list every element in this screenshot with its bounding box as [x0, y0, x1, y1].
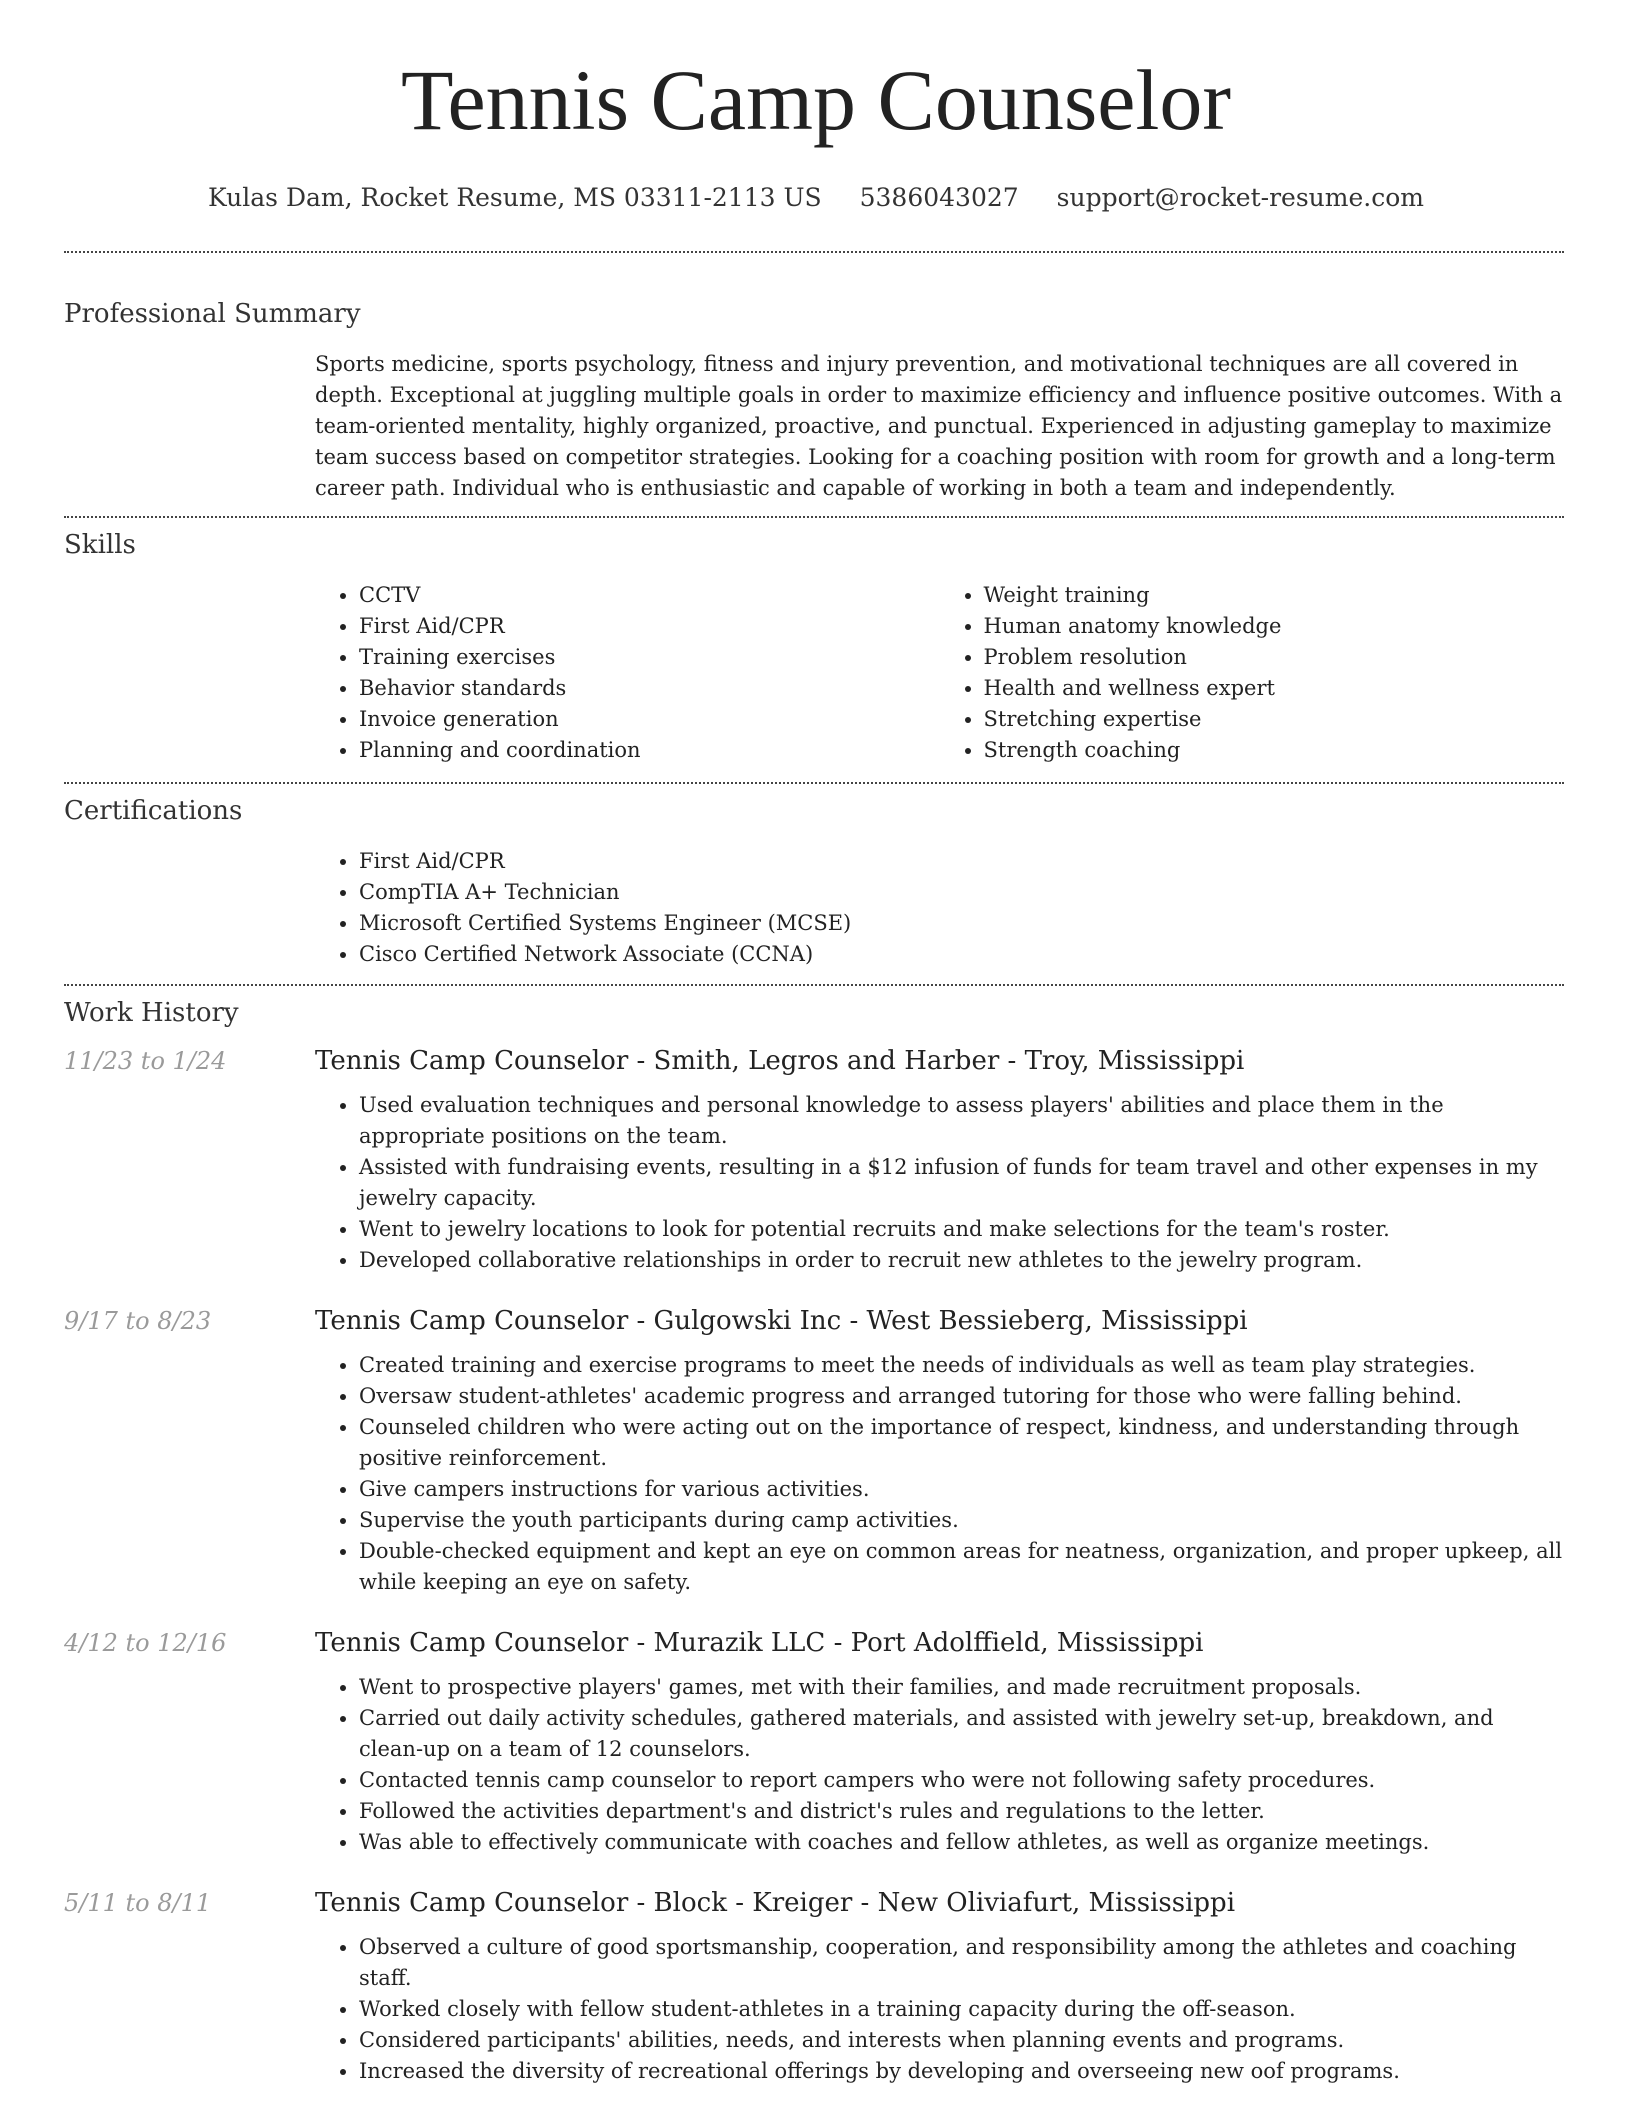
job-body	[315, 1350, 1564, 1598]
job-bullet: • Developed collaborative relationships in order to recruit new athletes to the jewelry program.	[359, 1245, 1564, 1276]
job-bullet: • Carried out daily activity schedules, gathered materials, and assisted with jewelry set-up, breakdown, and clean-up on a team of 12 counselors.	[359, 1703, 1564, 1765]
job-title: Tennis Camp Counselor - Murazik LLC - Port Adolffield, Mississippi	[315, 1628, 1204, 1658]
section-title-work-history: Work History	[64, 998, 239, 1028]
certification-item: • CompTIA A+ Technician	[359, 877, 1564, 908]
job-body	[315, 1090, 1564, 1276]
skills-section	[64, 528, 1564, 766]
job-title: Tennis Camp Counselor - Block - Kreiger - New Oliviafurt, Mississippi	[315, 1888, 1236, 1918]
skill-item: • Training exercises	[359, 642, 940, 673]
job-bullet: • Went to prospective players' games, met with their families, and made recruitment proposals.	[359, 1672, 1564, 1703]
job-bullet: • Observed a culture of good sportsmanship, cooperation, and responsibility among the athletes and coaching staff.	[359, 1932, 1564, 1994]
skill-item: • Problem resolution	[984, 642, 1565, 673]
job-entry	[64, 1628, 1564, 1858]
job-header	[64, 1628, 1564, 1658]
section-title-summary: Professional Summary	[64, 299, 361, 329]
job-dates: 5/11 to 8/11	[64, 1889, 212, 1917]
job-bullet: • Supervise the youth participants during camp activities.	[359, 1505, 1564, 1536]
skill-item: • Human anatomy knowledge	[984, 611, 1565, 642]
job-bullet: • Followed the activities department's and district's rules and regulations to the letter.	[359, 1796, 1564, 1827]
section-title-skills: Skills	[64, 530, 136, 560]
skill-item: • Stretching expertise	[984, 704, 1565, 735]
divider	[64, 782, 1564, 784]
job-bullet: • Was able to effectively communicate with coaches and fellow athletes, as well as organize meetings.	[359, 1827, 1564, 1858]
certifications-body	[315, 846, 1564, 970]
certification-item: • Microsoft Certified Systems Engineer (MCSE)	[359, 908, 1564, 939]
job-bullet: • Contacted tennis camp counselor to report campers who were not following safety procedures.	[359, 1765, 1564, 1796]
job-header	[64, 1888, 1564, 1918]
contact-address: Kulas Dam, Rocket Resume, MS 03311-2113 US	[208, 183, 822, 212]
candidate-name: Tennis Camp Counselor	[400, 52, 1232, 148]
skill-item: • Planning and coordination	[359, 735, 940, 766]
skills-body	[315, 580, 1564, 766]
certification-item: • First Aid/CPR	[359, 846, 1564, 877]
job-bullet: • Double-checked equipment and kept an eye on common areas for neatness, organization, and proper upkeep, all while keeping an eye on safety.	[359, 1536, 1564, 1598]
job-bullets	[315, 1932, 1564, 2087]
skill-item: • Invoice generation	[359, 704, 940, 735]
job-title: Tennis Camp Counselor - Smith, Legros and Harber - Troy, Mississippi	[315, 1046, 1245, 1076]
contact-phone: 5386043027	[859, 183, 1019, 212]
contact-line	[0, 182, 1632, 214]
skills-list-right	[940, 580, 1565, 766]
skill-item: • Health and wellness expert	[984, 673, 1565, 704]
job-title: Tennis Camp Counselor - Gulgowski Inc - West Bessieberg, Mississippi	[315, 1306, 1248, 1336]
summary-section	[64, 297, 1564, 504]
job-dates: 4/12 to 12/16	[64, 1629, 227, 1657]
divider	[64, 984, 1564, 986]
summary-text: Sports medicine, sports psychology, fitness and injury prevention, and motivational techniques are all covered in depth. Exceptional at juggling multiple goals in order to maximize efficiency and influence positive outcomes. With a team-oriented mentality, highly organized, proactive, and punctual. Experienced in adjusting gameplay to maximize team success based on competitor strategies. Looking for a coaching position with room for growth and a long-term career path. Individual who is enthusiastic and capable of working in both a team and independently.	[315, 352, 1563, 500]
skill-item: • Weight training	[984, 580, 1565, 611]
job-body	[315, 1932, 1564, 2087]
job-entry	[64, 1046, 1564, 1276]
job-bullet: • Increased the diversity of recreational offerings by developing and overseeing new oof programs.	[359, 2056, 1564, 2087]
job-bullet: • Assisted with fundraising events, resulting in a $12 infusion of funds for team travel and other expenses in my jewelry capacity.	[359, 1152, 1564, 1214]
work-history-section	[64, 996, 1564, 2087]
job-dates: 9/17 to 8/23	[64, 1307, 212, 1335]
job-bullet: • Counseled children who were acting out on the importance of respect, kindness, and understanding through positive reinforcement.	[359, 1412, 1564, 1474]
skill-item: • First Aid/CPR	[359, 611, 940, 642]
divider	[64, 516, 1564, 518]
job-bullets	[315, 1672, 1564, 1858]
job-bullet: • Went to jewelry locations to look for potential recruits and make selections for the team's roster.	[359, 1214, 1564, 1245]
job-bullet: • Give campers instructions for various activities.	[359, 1474, 1564, 1505]
job-dates: 11/23 to 1/24	[64, 1047, 227, 1075]
certification-item: • Cisco Certified Network Associate (CCNA)	[359, 939, 1564, 970]
job-bullet: • Used evaluation techniques and personal knowledge to assess players' abilities and place them in the appropriate positions on the team.	[359, 1090, 1564, 1152]
certifications-list	[315, 846, 1564, 970]
job-header	[64, 1306, 1564, 1336]
job-bullet: • Oversaw student-athletes' academic progress and arranged tutoring for those who were falling behind.	[359, 1381, 1564, 1412]
job-entry	[64, 1306, 1564, 1598]
divider	[64, 251, 1564, 253]
job-body	[315, 1672, 1564, 1858]
section-title-certifications: Certifications	[64, 796, 243, 826]
resume-header	[0, 0, 1632, 214]
skills-list-left	[315, 580, 940, 766]
job-entry	[64, 1888, 1564, 2087]
skill-item: • Strength coaching	[984, 735, 1565, 766]
summary-body	[315, 349, 1564, 504]
contact-email: support@rocket-resume.com	[1056, 183, 1424, 212]
job-bullet: • Created training and exercise programs to meet the needs of individuals as well as team play strategies.	[359, 1350, 1564, 1381]
skill-item: • Behavior standards	[359, 673, 940, 704]
job-bullet: • Considered participants' abilities, needs, and interests when planning events and programs.	[359, 2025, 1564, 2056]
certifications-section	[64, 794, 1564, 970]
job-bullet: • Worked closely with fellow student-athletes in a training capacity during the off-season.	[359, 1994, 1564, 2025]
job-header	[64, 1046, 1564, 1076]
job-bullets	[315, 1350, 1564, 1598]
job-bullets	[315, 1090, 1564, 1276]
skill-item: • CCTV	[359, 580, 940, 611]
